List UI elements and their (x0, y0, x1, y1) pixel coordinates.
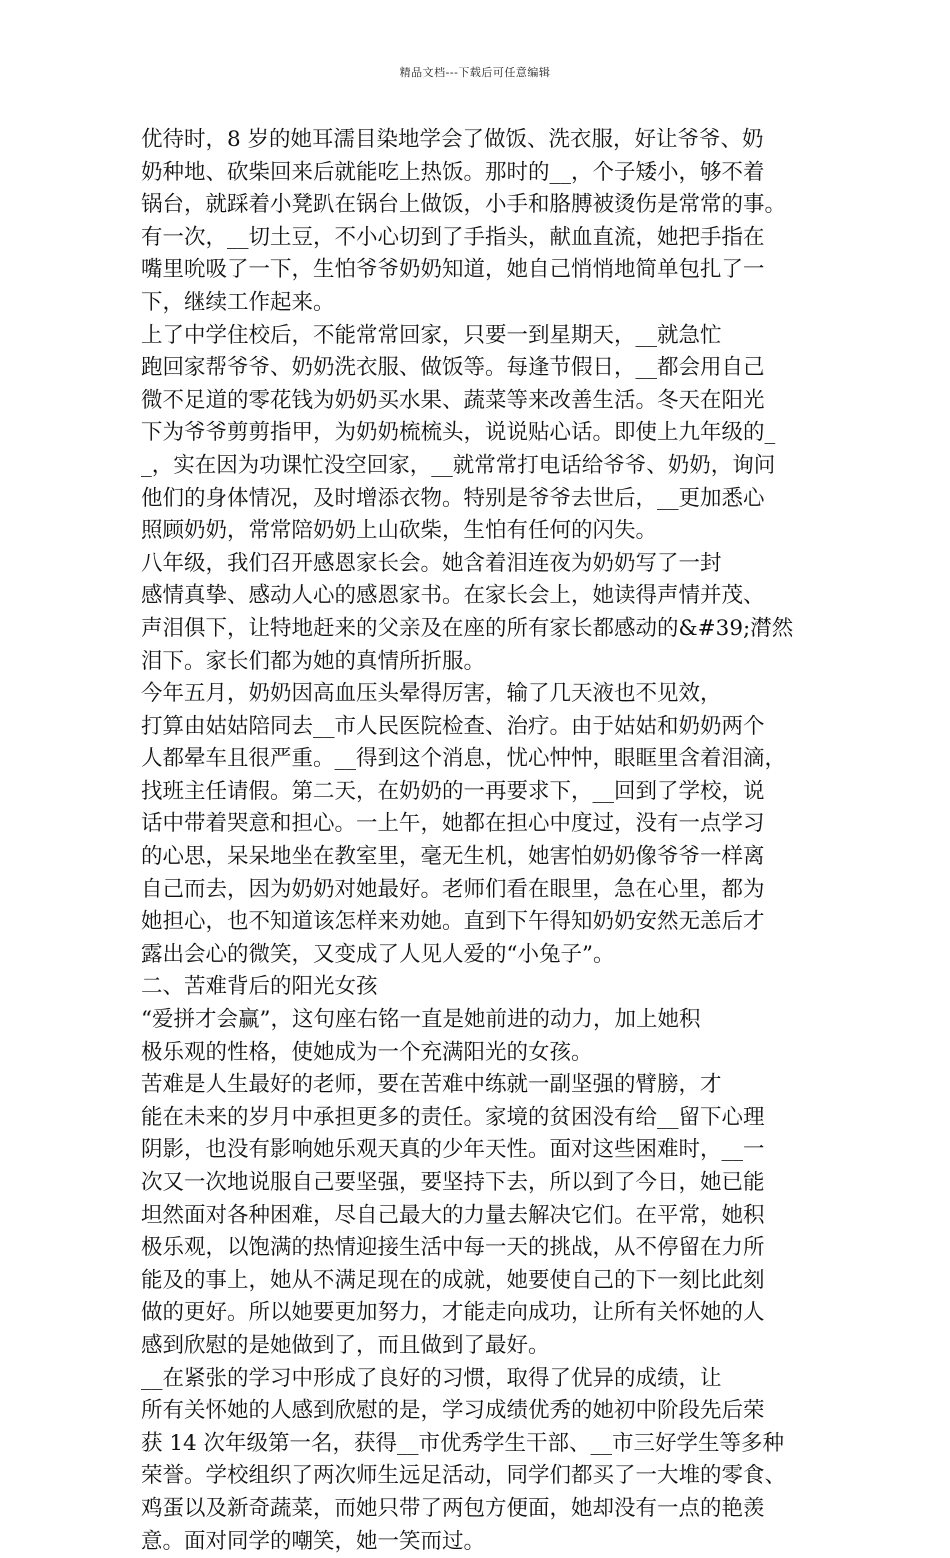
text-line: 苦难是人生最好的老师，要在苦难中练就一副坚强的臂膀，才 (141, 1072, 722, 1098)
text-line: 感到欣慰的是她做到了，而且做到了最好。 (141, 1332, 550, 1358)
text-line: _，实在因为功课忙没空回家，__就常常打电话给爷爷、奶奶，询问 (141, 452, 776, 478)
page-header: 精品文档---下载后可任意编辑 (399, 66, 551, 79)
text-line: 露出会心的微笑，又变成了人见人爱的“小兔子”。 (141, 941, 615, 967)
text-line: 跑回家帮爷爷、奶奶洗衣服、做饭等。每逢节假日，__都会用自己 (141, 355, 765, 381)
text-line: 话中带着哭意和担心。一上午，她都在担心中度过，没有一点学习 (141, 811, 765, 837)
text-line: 下为爷爷剪剪指甲，为奶奶梳梳头，说说贴心话。即使上九年级的_ (141, 420, 776, 446)
text-line: __在紧张的学习中形成了良好的习惯，取得了优异的成绩，让 (141, 1365, 722, 1391)
text-line: 照顾奶奶，常常陪奶奶上山砍柴，生怕有任何的闪失。 (141, 518, 658, 544)
text-line: 坦然面对各种困难，尽自己最大的力量去解决它们。在平常，她积 (141, 1202, 765, 1228)
text-line: 嘴里吮吸了一下，生怕爷爷奶奶知道，她自己悄悄地简单包扎了一 (141, 257, 765, 283)
text-line: 奶种地、砍柴回来后就能吃上热饭。那时的__，个子矮小，够不着 (141, 159, 765, 185)
section-heading: 二、苦难背后的阳光女孩 (141, 974, 378, 1000)
text-line: 打算由姑姑陪同去__市人民医院检查、治疗。由于姑姑和奶奶两个 (141, 713, 765, 739)
text-line: 下，继续工作起来。 (141, 289, 335, 315)
text-line: 自己而去，因为奶奶对她最好。老师们看在眼里，急在心里，都为 (141, 876, 765, 902)
text-line: 所有关怀她的人感到欣慰的是，学习成绩优秀的她初中阶段先后荣 (141, 1398, 765, 1424)
text-line: 鸡蛋以及新奇蔬菜，而她只带了两包方便面，她却没有一点的艳羡 (141, 1495, 765, 1521)
text-line: 人都晕车且很严重。__得到这个消息，忧心忡忡，眼眶里含着泪滴， (141, 746, 787, 772)
text-line: 获 14 次年级第一名，获得__市优秀学生干部、__市三好学生等多种 (141, 1430, 785, 1456)
text-line: 微不足道的零花钱为奶奶买水果、蔬菜等来改善生活。冬天在阳光 (141, 387, 765, 413)
text-line: 极乐观，以饱满的热情迎接生活中每一天的挑战，从不停留在力所 (141, 1235, 765, 1261)
text-line: 她担心，也不知道该怎样来劝她。直到下午得知奶奶安然无恙后才 (141, 909, 765, 935)
text-line: “爱拼才会赢”，这句座右铭一直是她前进的动力，加上她积 (141, 1007, 701, 1033)
text-line: 能及的事上，她从不满足现在的成就，她要使自己的下一刻比此刻 (141, 1267, 765, 1293)
text-line: 泪下。家长们都为她的真情所折服。 (141, 648, 486, 674)
text-line: 声泪俱下，让特地赶来的父亲及在座的所有家长都感动的&#39;潸然 (141, 615, 794, 641)
text-line: 极乐观的性格，使她成为一个充满阳光的女孩。 (141, 1039, 593, 1065)
text-line: 阴影，也没有影响她乐观天真的少年天性。面对这些困难时，__一 (141, 1137, 765, 1163)
text-line: 今年五月，奶奶因高血压头晕得厉害，输了几天液也不见效， (141, 681, 722, 707)
text-line: 八年级，我们召开感恩家长会。她含着泪连夜为奶奶写了一封 (141, 550, 722, 576)
text-line: 荣誉。学校组织了两次师生远足活动，同学们都买了一大堆的零食、 (141, 1463, 787, 1489)
text-line: 锅台，就踩着小凳趴在锅台上做饭，小手和胳膊被烫伤是常常的事。 (141, 192, 787, 218)
text-line: 找班主任请假。第二天，在奶奶的一再要求下，__回到了学校，说 (141, 778, 765, 804)
document-body (141, 124, 817, 1558)
text-line: 感情真挚、感动人心的感恩家书。在家长会上，她读得声情并茂、 (141, 583, 765, 609)
text-line: 做的更好。所以她要更加努力，才能走向成功，让所有关怀她的人 (141, 1300, 765, 1326)
text-line: 优待时，8 岁的她耳濡目染地学会了做饭、洗衣服，好让爷爷、奶 (141, 127, 764, 152)
text-line: 意。面对同学的嘲笑，她一笑而过。 (141, 1528, 486, 1554)
text-line: 有一次，__切土豆，不小心切到了手指头，献血直流，她把手指在 (141, 224, 765, 250)
text-line: 上了中学住校后，不能常常回家，只要一到星期天，__就急忙 (141, 322, 722, 348)
text-line: 的心思，呆呆地坐在教室里，毫无生机，她害怕奶奶像爷爷一样离 (141, 844, 765, 870)
text-line: 次又一次地说服自己要坚强，要坚持下去，所以到了今日，她已能 (141, 1170, 765, 1195)
text-line: 他们的身体情况，及时增添衣物。特别是爷爷去世后，__更加悉心 (141, 485, 765, 511)
text-line: 能在未来的岁月中承担更多的责任。家境的贫困没有给__留下心理 (141, 1104, 765, 1130)
